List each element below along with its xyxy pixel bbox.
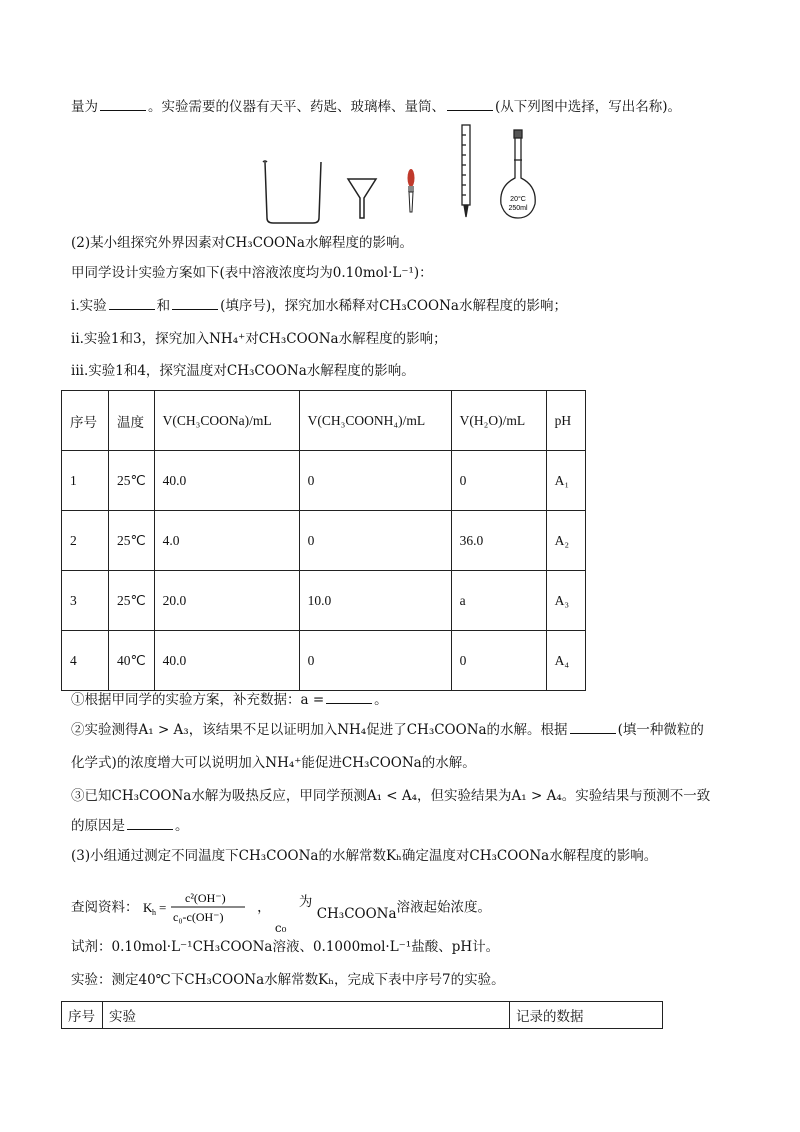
- cell: 1: [62, 451, 109, 511]
- item-ii: ii.实验1和3，探究加入NH₄⁺对CH₃COONa水解程度的影响；: [71, 331, 447, 347]
- plan-intro: 甲同学设计实验方案如下(表中溶液浓度均为0.10mol·L⁻¹)：: [71, 265, 433, 281]
- answer-blank: [570, 720, 616, 734]
- cell: a: [451, 571, 546, 631]
- cell: 40.0: [154, 451, 299, 511]
- header-cell: 序号: [62, 1002, 103, 1029]
- cell: A₂: [546, 511, 585, 571]
- apparatus-figures: [255, 120, 555, 230]
- header-cell: V(CH₃COONH₄)/mL: [299, 391, 451, 451]
- item-i: [71, 296, 567, 316]
- text: (从下列图中选择，写出名称)。: [495, 99, 682, 115]
- cell: 40.0: [154, 631, 299, 691]
- cell: 4.0: [154, 511, 299, 571]
- text: 的原因是: [71, 818, 125, 834]
- kh-formula: [143, 888, 253, 928]
- beaker-icon: [263, 161, 321, 223]
- line-1: [71, 97, 681, 117]
- table-header-row: [62, 391, 586, 451]
- cell: A₃: [546, 571, 585, 631]
- text: ②实验测得A₁ > A₃，该结果不足以证明加入NH₄促进了CH₃COONa的水解。根据: [71, 722, 568, 738]
- text: (填一种微粒的: [617, 722, 704, 738]
- text: 。: [175, 818, 189, 834]
- cell: 2: [62, 511, 109, 571]
- text: 和: [156, 298, 171, 314]
- experiment-line: 实验：测定40℃下CH₃COONa水解常数Kₕ，完成下表中序号7的实验。: [71, 972, 505, 988]
- header-cell: 温度: [109, 391, 155, 451]
- cell: 25℃: [109, 451, 155, 511]
- text: i.实验: [71, 298, 107, 314]
- text: ，: [257, 899, 271, 916]
- table-row: [62, 511, 586, 571]
- table-header-row: [62, 1002, 663, 1029]
- cell: 0: [451, 631, 546, 691]
- header-cell: V(H₂O)/mL: [451, 391, 546, 451]
- svg-text:c²(OH⁻): c²(OH⁻): [184, 891, 226, 905]
- text: 为: [298, 893, 313, 910]
- sub-question-1: [71, 690, 388, 710]
- item-iii: iii.实验1和4，探究温度对CH₃COONa水解程度的影响。: [71, 363, 415, 379]
- header-cell: 序号: [62, 391, 109, 451]
- sub-question-3-cont: [71, 816, 189, 836]
- answer-blank: [109, 296, 155, 310]
- text: 。: [374, 692, 388, 708]
- answer-blank: [447, 97, 493, 111]
- question-3: (3)小组通过测定不同温度下CH₃COONa的水解常数Kₕ确定温度对CH₃COONa水解程度的影响。: [71, 848, 658, 864]
- cell: 0: [299, 451, 451, 511]
- text: (填序号)，探究加水稀释对CH₃COONa水解程度的影响；: [220, 298, 567, 314]
- header-cell: 实验: [103, 1002, 510, 1029]
- cell: 10.0: [299, 571, 451, 631]
- answer-blank: [172, 296, 218, 310]
- cell: 3: [62, 571, 109, 631]
- svg-text:=: =: [158, 900, 167, 915]
- cell: 36.0: [451, 511, 546, 571]
- burette-icon: [462, 125, 470, 217]
- flask-temp-label: 20°C: [510, 196, 526, 203]
- funnel-icon: [348, 179, 376, 218]
- cell: 4: [62, 631, 109, 691]
- text: c₀: [274, 920, 287, 935]
- header-cell: V(CH₃COONa)/mL: [154, 391, 299, 451]
- cell: 0: [299, 511, 451, 571]
- cell: 20.0: [154, 571, 299, 631]
- text: 查阅资料：: [71, 899, 139, 916]
- table-row: [62, 451, 586, 511]
- svg-text:K: K: [142, 900, 153, 915]
- reference-line: [71, 888, 492, 935]
- cell: 0: [299, 631, 451, 691]
- dropper-icon: [408, 169, 415, 212]
- cell: A₄: [546, 631, 585, 691]
- svg-text:h: h: [151, 908, 156, 917]
- cell: 0: [451, 451, 546, 511]
- answer-blank: [326, 690, 372, 704]
- table-row: [62, 571, 586, 631]
- answer-blank: [100, 97, 146, 111]
- table-row: [62, 631, 586, 691]
- sub-question-3: ③已知CH₃COONa水解为吸热反应，甲同学预测A₁ < A₄，但实验结果为A₁ > A₄。实验结果与预测不一致: [71, 788, 711, 804]
- text: 量为: [71, 99, 98, 115]
- cell: 25℃: [109, 571, 155, 631]
- cell: 25℃: [109, 511, 155, 571]
- svg-text:c₀-c(OH⁻): c₀-c(OH⁻): [172, 910, 224, 924]
- text: 。实验需要的仪器有天平、药匙、玻璃棒、量筒、: [148, 99, 445, 115]
- question-2: (2)某小组探究外界因素对CH₃COONa水解程度的影响。: [71, 235, 413, 251]
- sub-question-2-cont: 化学式)的浓度增大可以说明加入NH₄⁺能促进CH₃COONa的水解。: [71, 755, 476, 771]
- cell: A₁: [546, 451, 585, 511]
- sub-question-2: [71, 720, 704, 740]
- experiment-table: [61, 390, 586, 691]
- experiment-record-table: [61, 1001, 663, 1029]
- header-cell: 记录的数据: [510, 1002, 663, 1029]
- text: CH₃COONa: [316, 905, 397, 922]
- text: ①根据甲同学的实验方案，补充数据：a =: [71, 692, 325, 708]
- answer-blank: [127, 816, 173, 830]
- text: 溶液起始浓度。: [396, 899, 492, 916]
- flask-volume-label: 250ml: [508, 205, 528, 212]
- cell: 40℃: [109, 631, 155, 691]
- reagents-line: 试剂：0.10mol·L⁻¹CH₃COONa溶液、0.1000mol·L⁻¹盐酸、pH计。: [71, 939, 500, 955]
- header-cell: pH: [546, 391, 585, 451]
